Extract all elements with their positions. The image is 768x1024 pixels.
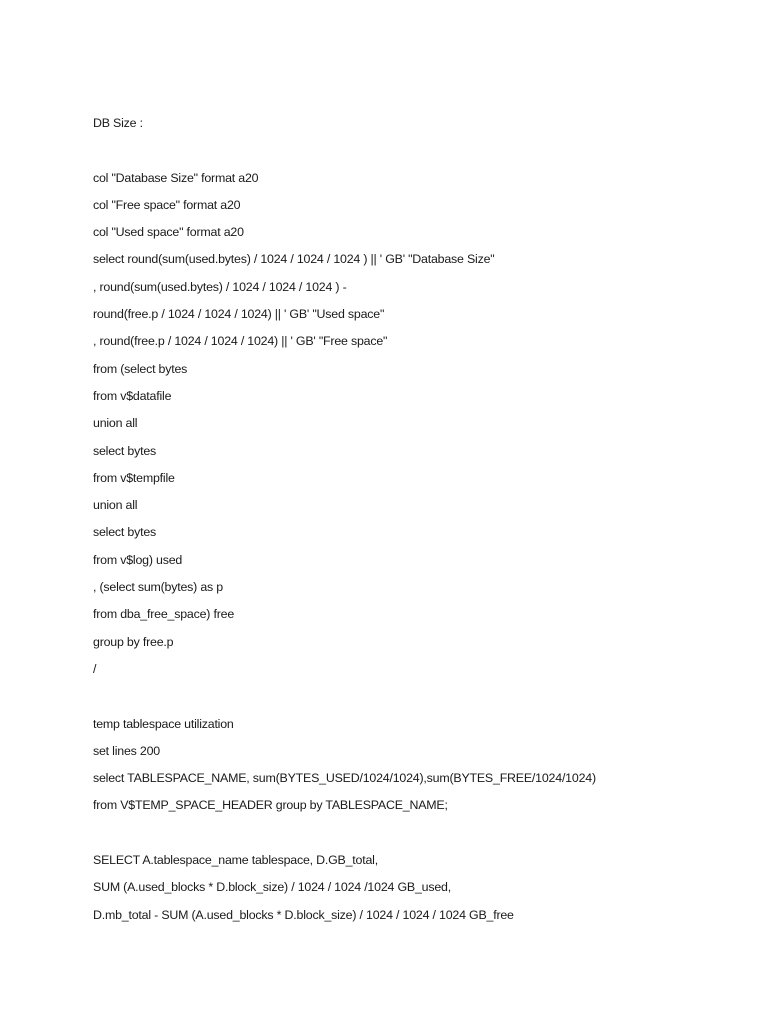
code-line: union all xyxy=(93,416,138,431)
code-line: round(free.p / 1024 / 1024 / 1024) || ' GB' "Used space" xyxy=(93,307,385,322)
code-line: select bytes xyxy=(93,443,157,458)
code-line: , round(free.p / 1024 / 1024 / 1024) || ' GB' "Free space" xyxy=(93,334,388,349)
section-heading-db-size: DB Size : xyxy=(93,116,143,130)
document-body xyxy=(93,113,733,932)
code-line: group by free.p xyxy=(93,634,174,649)
code-line: select round(sum(used.bytes) / 1024 / 1024 / 1024 ) || ' GB' "Database Size" xyxy=(93,252,495,267)
code-line: union all xyxy=(93,498,138,513)
code-line: from V$TEMP_SPACE_HEADER group by TABLESPACE_NAME; xyxy=(93,798,448,813)
blank-line xyxy=(93,823,733,850)
code-line: select bytes xyxy=(93,525,157,540)
code-line: from v$log) used xyxy=(93,552,183,567)
code-line: from dba_free_space) free xyxy=(93,607,235,622)
code-line: col "Used space" format a20 xyxy=(93,225,244,240)
code-line: SUM (A.used_blocks * D.block_size) / 1024 / 1024 /1024 GB_used, xyxy=(93,880,451,895)
code-line: , (select sum(bytes) as p xyxy=(93,580,223,595)
blank-line xyxy=(93,140,733,167)
code-line: col "Database Size" format a20 xyxy=(93,170,259,185)
code-line: from v$datafile xyxy=(93,388,172,403)
section-heading-temp-tablespace: temp tablespace utilization xyxy=(93,716,234,731)
code-line: , round(sum(used.bytes) / 1024 / 1024 / 1024 ) - xyxy=(93,279,347,294)
code-line: col "Free space" format a20 xyxy=(93,197,241,212)
code-line: from (select bytes xyxy=(93,361,188,376)
code-line: select TABLESPACE_NAME, sum(BYTES_USED/1024/1024),sum(BYTES_FREE/1024/1024) xyxy=(93,771,596,786)
code-line: / xyxy=(93,661,97,676)
code-line: from v$tempfile xyxy=(93,470,175,485)
blank-line xyxy=(93,686,733,713)
code-line: D.mb_total - SUM (A.used_blocks * D.block_size) / 1024 / 1024 / 1024 GB_free xyxy=(93,907,514,922)
code-line: SELECT A.tablespace_name tablespace, D.GB_total, xyxy=(93,853,378,868)
code-line: set lines 200 xyxy=(93,743,160,758)
